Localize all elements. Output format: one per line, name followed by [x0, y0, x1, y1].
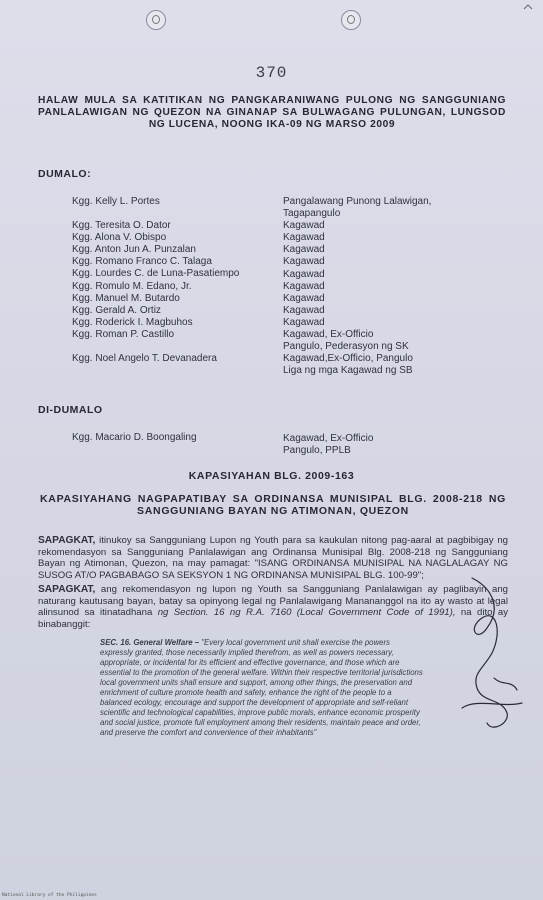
- present-name: Kgg. Gerald A. Ortiz: [72, 304, 161, 316]
- present-role: Kagawad: [283, 280, 325, 292]
- whereas-lead: SAPAGKAT,: [38, 584, 96, 595]
- present-role: Kagawad: [283, 256, 325, 268]
- absent-name: Kgg. Macario D. Boongaling: [72, 432, 197, 443]
- present-name: Kgg. Manuel M. Butardo: [72, 292, 180, 304]
- present-name: Kgg. Roderick I. Magbuhos: [72, 316, 193, 328]
- present-role: Kagawad: [283, 292, 325, 304]
- present-roles-list: [283, 196, 483, 377]
- present-name: Kgg. Romulo M. Edano, Jr.: [72, 280, 192, 292]
- present-role: Pangulo, Pederasyon ng SK: [283, 341, 409, 353]
- present-role: Kagawad: [283, 220, 325, 232]
- present-role: Kagawad: [283, 268, 325, 280]
- absent-roles: [283, 433, 373, 457]
- present-role: Kagawad: [283, 244, 325, 256]
- absent-role: Pangulo, PPLB: [283, 445, 351, 457]
- present-name: Kgg. Romano Franco C. Talaga: [72, 256, 212, 268]
- present-role: Liga ng mga Kagawad ng SB: [283, 365, 413, 377]
- whereas-lead: SAPAGKAT,: [38, 535, 96, 546]
- present-name: Kgg. Lourdes C. de Luna-Pasatiempo: [72, 268, 240, 280]
- resolution-title: KAPASIYAHANG NAGPAPATIBAY SA ORDINANSA MUNISIPAL BLG. 2008-218 NG SANGGUNIANG BAYAN NG ATIMONAN, QUEZON: [40, 493, 506, 517]
- corner-mark-icon: [523, 4, 533, 14]
- absent-role: Kagawad, Ex-Officio: [283, 433, 374, 444]
- whereas-paragraph-1: SAPAGKAT, itinukoy sa Sangguniang Lupon ng Youth para sa kaukulan nitong pag-aaral at pagbibigay ng rekomendasyon sa Sangguniang Panlalawigan ang Ordinansa Munisipal Blg. 2008-218 ng Sangguniang Bayan ng Atimonan, Quezon, na may pamagat: "ISANG ORDINANSA MUNISIPAL NA NAGLALAGAY NG SUSOG AT/O PAGBABAGO SA SEKSYON 1 NG ORDINANSA MUNISIPAL BLG. 100-99";: [38, 535, 508, 581]
- present-name: Kgg. Roman P. Castillo: [72, 328, 175, 340]
- present-name: Kgg. Teresita O. Dator: [72, 220, 171, 232]
- document-heading: HALAW MULA SA KATITIKAN NG PANGKARANIWANG PULONG NG SANGGUNIANG PANLALAWIGAN NG QUEZON NA GINANAP SA BULWAGANG PULUNGAN, LUNGSOD NG LUCENA, NOONG IKA-09 NG MARSO 2009: [38, 95, 506, 130]
- present-role: Tagapangulo: [283, 208, 341, 220]
- page-number: 370: [255, 64, 288, 82]
- present-names-list: [72, 196, 272, 365]
- present-name: Kgg. Anton Jun A. Punzalan: [72, 244, 196, 256]
- present-name: Kgg. Noel Angelo T. Devanadera: [72, 353, 217, 365]
- quote-lead: SEC. 16. General Welfare –: [100, 638, 200, 647]
- present-role: Pangalawang Punong Lalawigan,: [283, 196, 432, 207]
- present-role: Kagawad, Ex-Officio: [283, 329, 374, 341]
- punch-hole-left: [146, 10, 166, 30]
- absent-label: DI-DUMALO: [38, 404, 103, 416]
- footer-text: National Library of the Philippines: [2, 893, 97, 898]
- present-name: Kgg. Kelly L. Portes: [72, 196, 160, 207]
- whereas-paragraph-2: SAPAGKAT, ang rekomendasyon ng lupon ng Youth sa Sangguniang Panlalawigan ay paglibayin ang naturang kautusang bayan, batay sa opinyong legal ng Panlalawigang Manananggol na ito ay wasto at legal alinsunod sa itinatadhana ng Section. 16 ng R.A. 7160 (Local Government Code of 1991), na dito ay binabanggit:: [38, 584, 508, 630]
- present-label: DUMALO:: [38, 168, 92, 180]
- present-role: Kagawad,Ex-Officio, Pangulo: [283, 353, 413, 365]
- present-role: Kagawad: [283, 304, 325, 316]
- punch-hole-right: [341, 10, 361, 30]
- present-role: Kagawad: [283, 232, 325, 244]
- present-role: Kagawad: [283, 316, 325, 328]
- handwritten-signature: [432, 558, 532, 748]
- quoted-section: SEC. 16. General Welfare – "Every local government unit shall exercise the powers expressly granted, those necessarily implied therefrom, as well as powers necessary, appropriate, or incidental for its efficient and effective governance, and those which are essential to the promotion of the general welfare. Within their respective territorial jurisdictions local government units shall ensure and support, among other things, the preservation and enrichment of culture promote health and safety, enhance the right of the people to a balanced ecology, encourage and support the development of appropriate and self-reliant scientific and technological capabilities, improve public morals, enhance economic prosperity and social justice, promote full employment among their residents, maintain peace and order, and preserve the comfort and convenience of their inhabitants": [100, 638, 423, 737]
- present-name: Kgg. Alona V. Obispo: [72, 232, 167, 244]
- resolution-number: KAPASIYAHAN BLG. 2009-163: [188, 470, 355, 482]
